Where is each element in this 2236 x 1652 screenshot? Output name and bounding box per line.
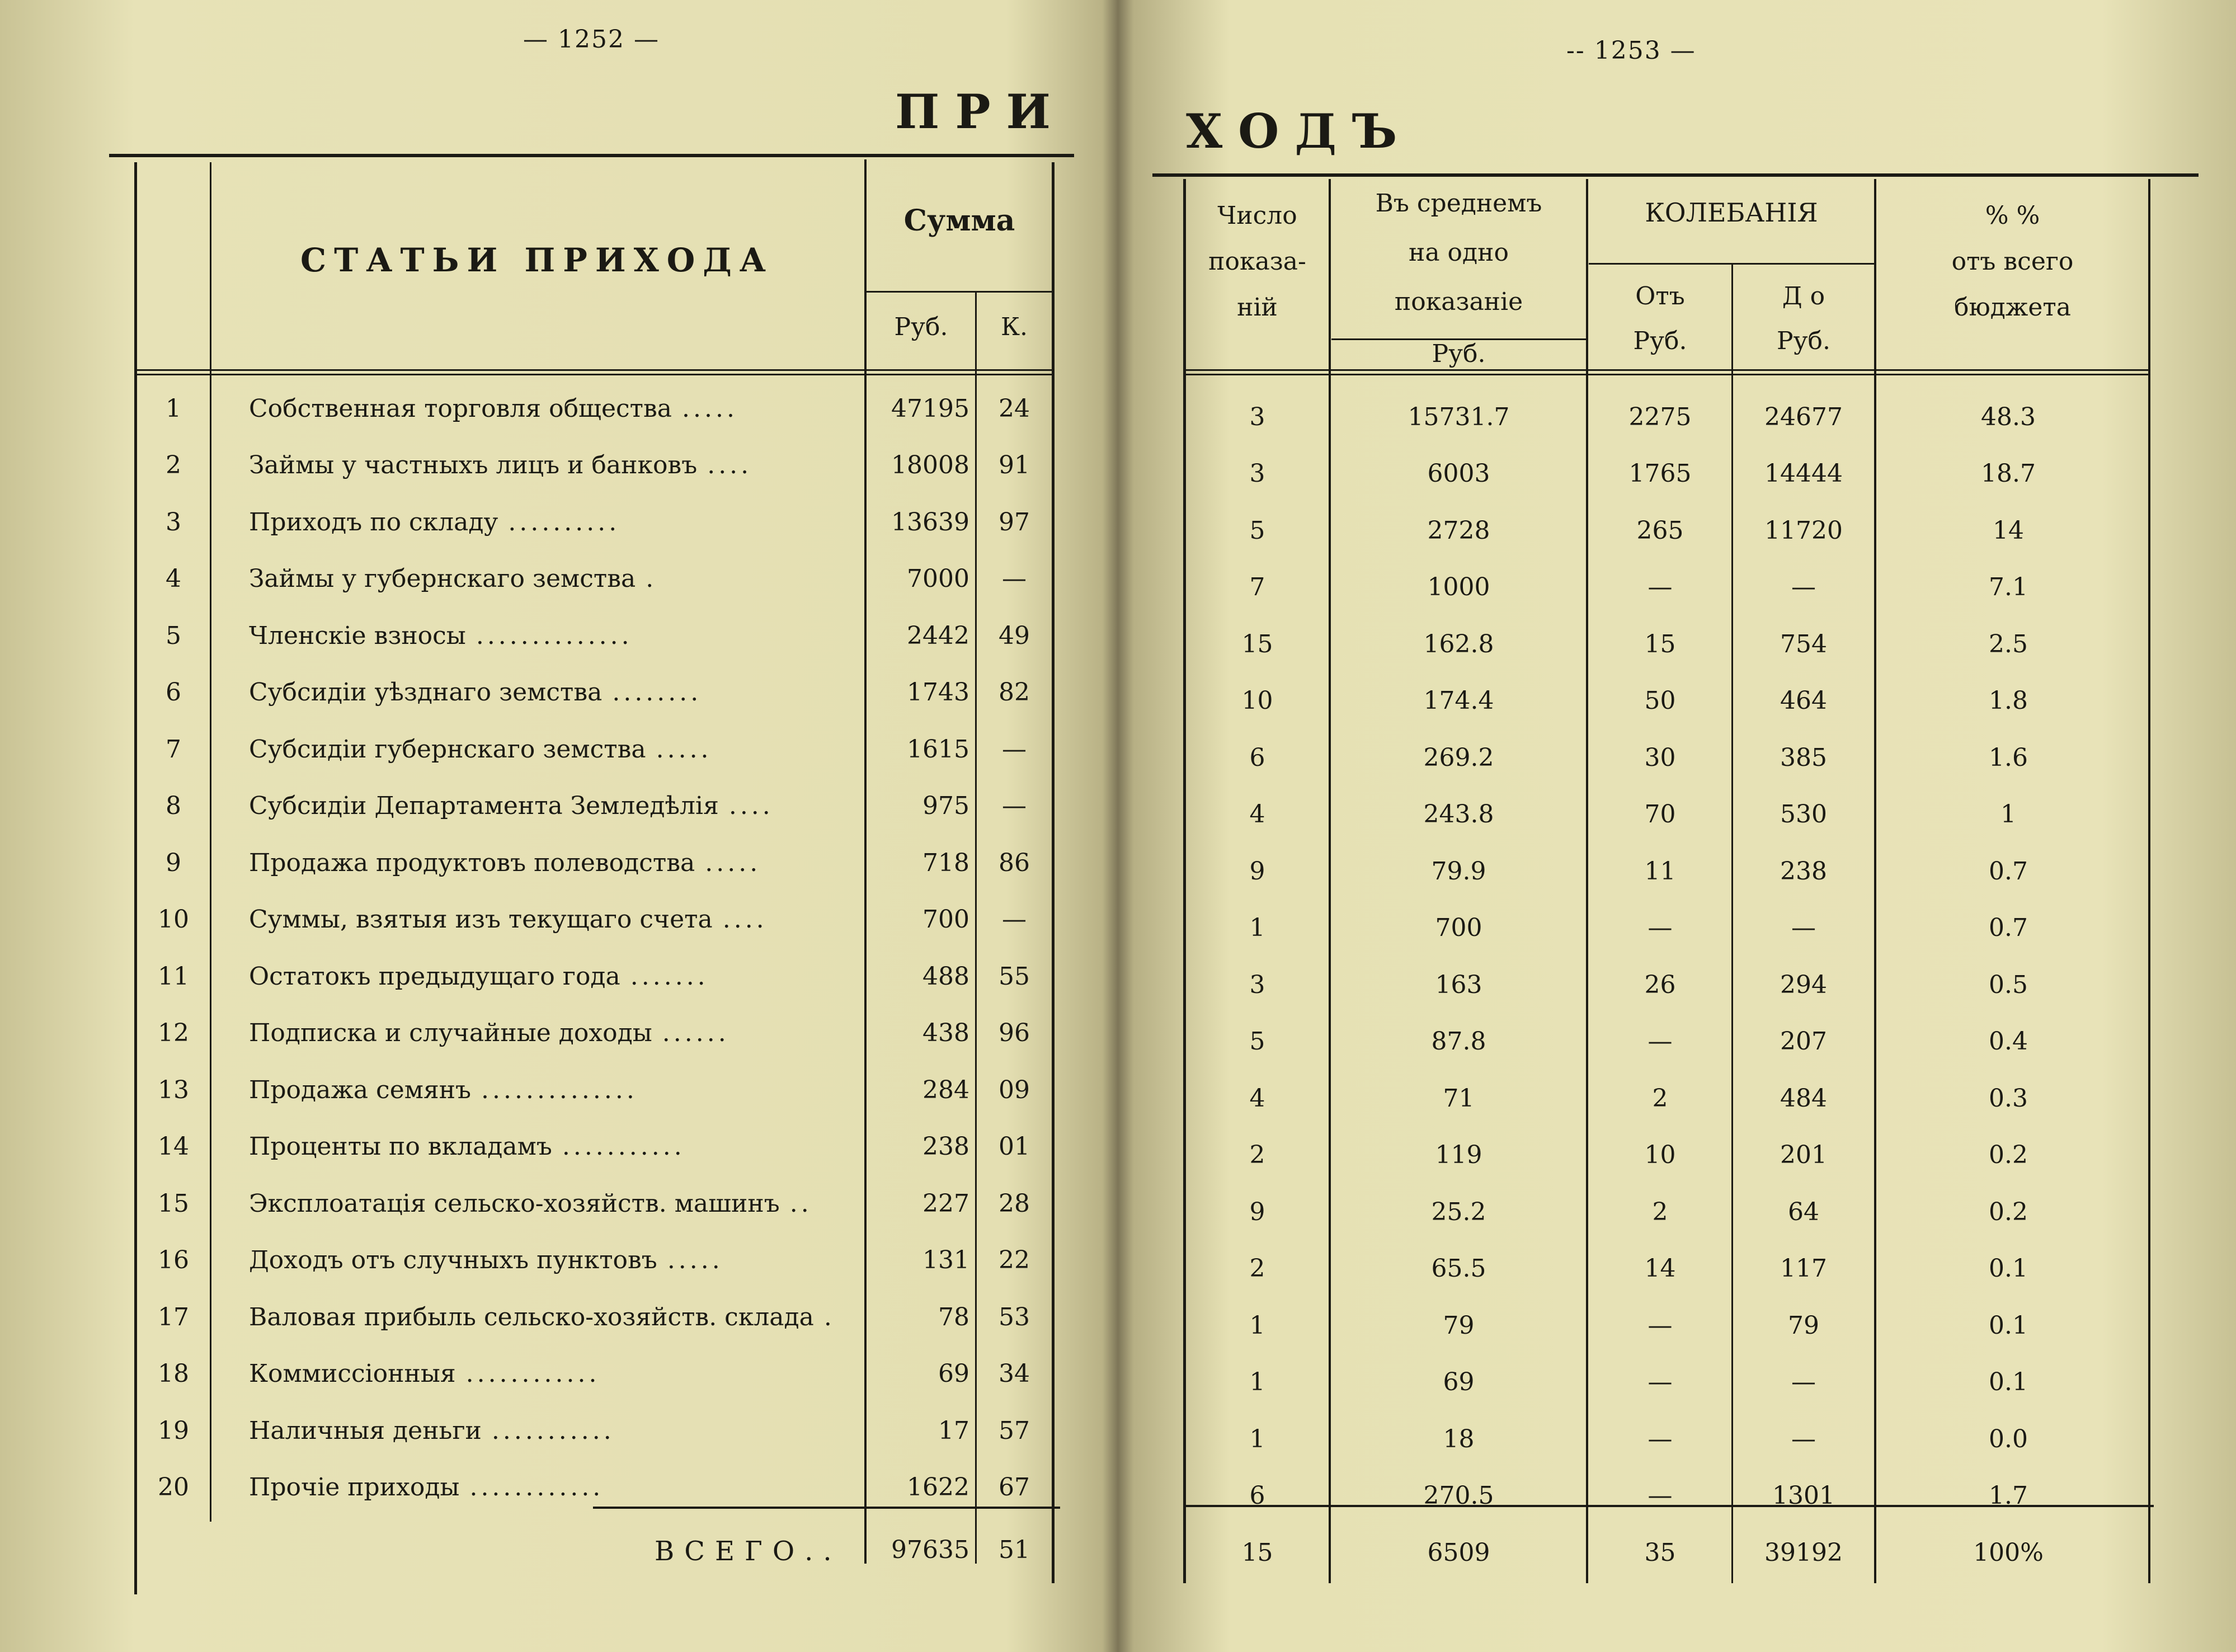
row-kop: — xyxy=(1002,564,1027,593)
row-to: 530 xyxy=(1780,800,1827,829)
row-count: 1 xyxy=(1249,914,1265,942)
row-kop: 24 xyxy=(999,394,1030,423)
left-page xyxy=(0,0,1113,1652)
row-from: 26 xyxy=(1644,970,1676,999)
row-label xyxy=(249,386,862,431)
right-vrule-count xyxy=(1329,179,1331,1583)
row-kop: 57 xyxy=(999,1416,1030,1445)
row-avg: 162.8 xyxy=(1423,629,1494,658)
row-label xyxy=(249,500,862,544)
row-pct: 0.5 xyxy=(1989,970,2028,999)
row-rub: 17 xyxy=(938,1416,969,1445)
row-from: 30 xyxy=(1644,743,1676,772)
row-count: 2 xyxy=(1249,1254,1265,1283)
row-to: 117 xyxy=(1780,1254,1827,1283)
row-label xyxy=(249,1011,862,1056)
row-leader-dots: ........... xyxy=(562,1132,685,1161)
left-page-number: — 1252 — xyxy=(523,25,660,54)
avg-header-line3: показаніе xyxy=(1394,288,1523,316)
row-from: 15 xyxy=(1644,629,1676,658)
row-pct: 0.4 xyxy=(1989,1027,2028,1056)
row-leader-dots: . xyxy=(646,564,657,593)
to-header-line1: Д о xyxy=(1782,282,1825,310)
total-kop: 51 xyxy=(999,1535,1030,1564)
row-leader-dots: ..... xyxy=(667,1246,723,1274)
row-number: 7 xyxy=(166,735,181,764)
row-number: 15 xyxy=(158,1189,189,1218)
row-leader-dots: .... xyxy=(722,905,768,934)
row-to: 207 xyxy=(1780,1027,1827,1056)
row-label-text: Продажа семянъ xyxy=(249,1075,472,1104)
row-number: 20 xyxy=(158,1473,189,1502)
row-kop: 86 xyxy=(999,848,1030,877)
row-leader-dots: ............ xyxy=(469,1473,604,1502)
row-count: 9 xyxy=(1249,856,1265,886)
row-to: 11720 xyxy=(1764,516,1843,545)
row-label-text: Валовая прибыль сельско-хозяйств. склада xyxy=(249,1302,814,1331)
row-label-text: Эксплоатація сельско-хозяйств. машинъ xyxy=(249,1189,780,1218)
row-label xyxy=(249,1181,862,1226)
row-kop: 55 xyxy=(999,962,1030,991)
row-pct: 1 xyxy=(2000,800,2016,829)
row-number: 13 xyxy=(158,1075,189,1104)
total-label: ВСЕГО.. xyxy=(655,1536,842,1567)
avg-header xyxy=(1331,179,1586,327)
row-rub: 1743 xyxy=(907,678,969,707)
row-kop: 22 xyxy=(999,1246,1030,1274)
row-rub: 13639 xyxy=(891,507,969,536)
row-rub: 975 xyxy=(922,792,969,820)
avg-header-line1: Въ среднемъ xyxy=(1375,189,1542,218)
row-kop: — xyxy=(1002,905,1027,934)
row-count: 15 xyxy=(1241,629,1273,658)
row-avg: 163 xyxy=(1435,970,1482,999)
row-to: 24677 xyxy=(1764,402,1843,431)
sum-header: Сумма xyxy=(903,204,1015,238)
row-label xyxy=(249,840,862,885)
items-header: СТАТЬИ ПРИХОДА xyxy=(300,241,774,279)
row-avg: 2728 xyxy=(1427,516,1490,545)
row-to: 14444 xyxy=(1764,459,1843,488)
row-avg: 700 xyxy=(1435,914,1482,942)
row-leader-dots: .. xyxy=(789,1189,812,1218)
row-number: 18 xyxy=(158,1359,189,1388)
row-label-text: Займы у частныхъ лицъ и банковъ xyxy=(249,451,698,479)
row-label xyxy=(249,954,862,999)
row-to: 1301 xyxy=(1772,1481,1835,1510)
row-label xyxy=(249,613,862,658)
from-header-line1: Отъ xyxy=(1635,282,1685,310)
row-pct: 14 xyxy=(1993,516,2024,545)
total-to: 39192 xyxy=(1764,1538,1843,1567)
row-pct: 0.0 xyxy=(1989,1424,2028,1453)
row-label xyxy=(249,1465,862,1510)
row-label-text: Проценты по вкладамъ xyxy=(249,1132,552,1161)
row-to: 201 xyxy=(1780,1141,1827,1169)
row-label-text: Членскіе взносы xyxy=(249,621,466,650)
to-header xyxy=(1733,274,1874,364)
row-from: — xyxy=(1647,914,1673,942)
row-count: 4 xyxy=(1249,1084,1265,1113)
rub-header: Руб. xyxy=(894,313,948,341)
row-number: 1 xyxy=(166,394,181,423)
from-header-line2: Руб. xyxy=(1633,327,1687,355)
row-count: 6 xyxy=(1249,1481,1265,1510)
row-label-text: Доходъ отъ случныхъ пунктовъ xyxy=(249,1246,657,1274)
row-rub: 7000 xyxy=(907,564,969,593)
row-leader-dots: .............. xyxy=(481,1075,638,1104)
row-rub: 1615 xyxy=(907,735,969,764)
left-header-rule-2 xyxy=(137,374,1055,375)
row-leader-dots: ..... xyxy=(656,735,712,764)
range-header: КОЛЕБАНІЯ xyxy=(1645,197,1818,228)
row-avg: 71 xyxy=(1443,1084,1475,1113)
row-label-text: Суммы, взятыя изъ текущаго счета xyxy=(249,905,713,934)
row-leader-dots: ........... xyxy=(491,1416,615,1445)
row-to: — xyxy=(1791,914,1816,942)
row-from: — xyxy=(1647,573,1673,601)
row-count: 10 xyxy=(1241,686,1273,715)
row-avg: 15731.7 xyxy=(1407,402,1510,431)
row-number: 3 xyxy=(166,507,181,536)
row-label-text: Субсидіи уѣзднаго земства xyxy=(249,678,602,707)
row-label-text: Прочіе приходы xyxy=(249,1473,460,1502)
row-count: 3 xyxy=(1249,970,1265,999)
row-kop: 91 xyxy=(999,451,1030,479)
left-vrule-rub xyxy=(864,159,867,1564)
row-kop: 53 xyxy=(999,1302,1030,1331)
row-label-text: Коммиссіонныя xyxy=(249,1359,456,1388)
row-pct: 2.5 xyxy=(1989,629,2028,658)
row-to: — xyxy=(1791,1424,1816,1453)
row-kop: 01 xyxy=(999,1132,1030,1161)
row-leader-dots: .............. xyxy=(476,621,633,650)
row-leader-dots: . xyxy=(823,1302,835,1331)
row-kop: 09 xyxy=(999,1075,1030,1104)
row-pct: 0.7 xyxy=(1989,856,2028,886)
row-count: 4 xyxy=(1249,800,1265,829)
row-kop: 34 xyxy=(999,1359,1030,1388)
row-label xyxy=(249,1352,862,1396)
row-label-text: Остатокъ предыдущаго года xyxy=(249,962,620,991)
row-leader-dots: ..... xyxy=(682,394,738,423)
avg-rub-header: Руб. xyxy=(1432,340,1486,368)
row-leader-dots: ........ xyxy=(612,678,702,707)
row-from: 10 xyxy=(1644,1141,1676,1169)
row-to: 79 xyxy=(1788,1311,1819,1340)
row-label-text: Приходъ по складу xyxy=(249,507,498,536)
row-to: — xyxy=(1791,573,1816,601)
row-label xyxy=(249,1124,862,1169)
row-number: 19 xyxy=(158,1416,189,1445)
row-count: 7 xyxy=(1249,573,1265,601)
total-from: 35 xyxy=(1644,1538,1676,1567)
right-page xyxy=(1124,0,2236,1652)
row-kop: 82 xyxy=(999,678,1030,707)
row-rub: 131 xyxy=(922,1246,969,1274)
row-label-text: Подписка и случайные доходы xyxy=(249,1019,652,1047)
row-kop: 49 xyxy=(999,621,1030,650)
row-from: 50 xyxy=(1644,686,1676,715)
pct-header-line1: % % xyxy=(1985,201,2040,230)
pct-header-line2: отъ всего xyxy=(1951,247,2074,276)
row-label xyxy=(249,1067,862,1112)
row-rub: 78 xyxy=(938,1302,969,1331)
row-label xyxy=(249,1238,862,1283)
kop-header: К. xyxy=(1000,313,1028,341)
row-from: — xyxy=(1647,1424,1673,1453)
row-rub: 438 xyxy=(922,1019,969,1047)
row-label-text: Продажа продуктовъ полеводства xyxy=(249,848,695,877)
row-leader-dots: ............ xyxy=(465,1359,600,1388)
row-rub: 238 xyxy=(922,1132,969,1161)
row-label xyxy=(249,727,862,771)
row-number: 10 xyxy=(158,905,189,934)
row-to: 464 xyxy=(1780,686,1827,715)
row-to: 754 xyxy=(1780,629,1827,658)
row-count: 6 xyxy=(1249,743,1265,772)
row-pct: 0.1 xyxy=(1989,1254,2028,1283)
row-count: 1 xyxy=(1249,1424,1265,1453)
row-to: 64 xyxy=(1788,1197,1819,1226)
row-leader-dots: ..... xyxy=(705,848,761,877)
count-header-line1: Число xyxy=(1217,201,1297,230)
row-from: — xyxy=(1647,1368,1673,1396)
row-pct: 7.1 xyxy=(1989,573,2028,601)
row-count: 3 xyxy=(1249,459,1265,488)
row-avg: 79 xyxy=(1443,1311,1475,1340)
row-from: 11 xyxy=(1644,856,1676,886)
row-kop: 97 xyxy=(999,507,1030,536)
row-pct: 1.8 xyxy=(1989,686,2028,715)
row-avg: 18 xyxy=(1443,1424,1475,1453)
row-from: — xyxy=(1647,1481,1673,1510)
row-rub: 488 xyxy=(922,962,969,991)
row-rub: 18008 xyxy=(891,451,969,479)
total-rub: 97635 xyxy=(891,1535,969,1564)
row-leader-dots: ...... xyxy=(662,1019,729,1047)
row-pct: 48.3 xyxy=(1981,402,2036,431)
row-rub: 47195 xyxy=(891,394,969,423)
row-pct: 0.2 xyxy=(1989,1141,2028,1169)
total-pct: 100% xyxy=(1973,1538,2044,1567)
row-leader-dots: ....... xyxy=(630,962,709,991)
right-vrule-right xyxy=(2148,179,2150,1583)
row-to: 238 xyxy=(1780,856,1827,886)
row-number: 6 xyxy=(166,678,181,707)
pct-header xyxy=(1877,193,2148,331)
row-from: 14 xyxy=(1644,1254,1676,1283)
row-avg: 6003 xyxy=(1427,459,1490,488)
row-avg: 65.5 xyxy=(1431,1254,1486,1283)
left-vrule-num xyxy=(210,162,211,1522)
count-header-line3: ній xyxy=(1237,293,1278,322)
row-label xyxy=(249,1408,862,1453)
row-avg: 79.9 xyxy=(1431,856,1486,886)
row-label-text: Займы у губернскаго земства xyxy=(249,564,636,593)
row-kop: — xyxy=(1002,735,1027,764)
row-avg: 25.2 xyxy=(1431,1197,1486,1226)
row-from: 70 xyxy=(1644,800,1676,829)
row-rub: 700 xyxy=(922,905,969,934)
row-label-text: Субсидіи Департамента Земледѣлія xyxy=(249,792,719,820)
row-label xyxy=(249,557,862,601)
left-sum-subrule xyxy=(864,291,1055,293)
left-page-title: ПРИ xyxy=(895,84,1066,139)
row-avg: 119 xyxy=(1435,1141,1482,1169)
row-kop: 96 xyxy=(999,1019,1030,1047)
row-avg: 174.4 xyxy=(1423,686,1494,715)
row-number: 14 xyxy=(158,1132,189,1161)
count-header xyxy=(1186,193,1329,331)
row-number: 2 xyxy=(166,451,181,479)
row-count: 1 xyxy=(1249,1311,1265,1340)
row-pct: 1.6 xyxy=(1989,743,2028,772)
row-count: 9 xyxy=(1249,1197,1265,1226)
row-to: — xyxy=(1791,1368,1816,1396)
row-rub: 69 xyxy=(938,1359,969,1388)
row-rub: 1622 xyxy=(907,1473,969,1502)
row-avg: 87.8 xyxy=(1431,1027,1486,1056)
row-from: 265 xyxy=(1636,516,1684,545)
row-label-text: Собственная торговля общества xyxy=(249,394,672,423)
row-label xyxy=(249,897,862,942)
pct-header-line3: бюджета xyxy=(1954,293,2071,322)
row-label-text: Наличныя деньги xyxy=(249,1416,482,1445)
right-page-title: ХОДЪ xyxy=(1186,103,1413,159)
count-header-line2: показа- xyxy=(1208,247,1306,276)
row-count: 1 xyxy=(1249,1368,1265,1396)
row-label xyxy=(249,784,862,829)
from-header xyxy=(1589,274,1731,364)
row-pct: 1.7 xyxy=(1989,1481,2028,1510)
row-avg: 69 xyxy=(1443,1368,1475,1396)
row-from: 1765 xyxy=(1628,459,1692,488)
row-pct: 0.3 xyxy=(1989,1084,2028,1113)
row-number: 8 xyxy=(166,792,181,820)
row-number: 4 xyxy=(166,564,181,593)
row-rub: 227 xyxy=(922,1189,969,1218)
right-header-rule-1 xyxy=(1183,369,2148,371)
row-pct: 0.2 xyxy=(1989,1197,2028,1226)
left-top-rule xyxy=(109,154,1074,157)
row-number: 12 xyxy=(158,1019,189,1047)
row-kop: 28 xyxy=(999,1189,1030,1218)
row-count: 3 xyxy=(1249,402,1265,431)
row-count: 2 xyxy=(1249,1141,1265,1169)
left-vrule-right xyxy=(1052,162,1055,1583)
right-top-rule xyxy=(1152,173,2199,177)
row-rub: 2442 xyxy=(907,621,969,650)
total-avg: 6509 xyxy=(1427,1538,1490,1567)
row-to: 484 xyxy=(1780,1084,1827,1113)
row-label xyxy=(249,443,862,488)
avg-header-line2: на одно xyxy=(1409,238,1509,267)
row-count: 5 xyxy=(1249,1027,1265,1056)
row-number: 11 xyxy=(158,962,189,991)
row-from: 2 xyxy=(1652,1084,1668,1113)
row-pct: 18.7 xyxy=(1981,459,2036,488)
row-leader-dots: .... xyxy=(728,792,774,820)
row-leader-dots: .... xyxy=(707,451,752,479)
row-number: 16 xyxy=(158,1246,189,1274)
row-number: 9 xyxy=(166,848,181,877)
row-pct: 0.1 xyxy=(1989,1311,2028,1340)
row-from: — xyxy=(1647,1027,1673,1056)
row-from: 2275 xyxy=(1628,402,1692,431)
to-header-line2: Руб. xyxy=(1777,327,1830,355)
row-pct: 0.1 xyxy=(1989,1368,2028,1396)
row-avg: 270.5 xyxy=(1423,1481,1494,1510)
row-avg: 243.8 xyxy=(1423,800,1494,829)
row-from: 2 xyxy=(1652,1197,1668,1226)
right-page-number: -- 1253 — xyxy=(1566,36,1696,65)
row-pct: 0.7 xyxy=(1989,914,2028,942)
row-rub: 284 xyxy=(922,1075,969,1104)
right-vrule-avg xyxy=(1586,179,1588,1583)
row-avg: 269.2 xyxy=(1423,743,1494,772)
row-number: 5 xyxy=(166,621,181,650)
row-leader-dots: .......... xyxy=(508,507,620,536)
row-label-text: Субсидіи губернскаго земства xyxy=(249,735,646,764)
row-count: 5 xyxy=(1249,516,1265,545)
row-to: 385 xyxy=(1780,743,1827,772)
row-label xyxy=(249,670,862,715)
row-to: 294 xyxy=(1780,970,1827,999)
row-rub: 718 xyxy=(922,848,969,877)
row-number: 17 xyxy=(158,1302,189,1331)
total-count: 15 xyxy=(1241,1538,1273,1567)
row-label xyxy=(249,1295,862,1339)
row-kop: — xyxy=(1002,792,1027,820)
right-header-rule-2 xyxy=(1183,374,2148,375)
right-vrule-to xyxy=(1874,179,1876,1583)
left-header-rule-1 xyxy=(137,369,1055,371)
row-kop: 67 xyxy=(999,1473,1030,1502)
row-from: — xyxy=(1647,1311,1673,1340)
row-avg: 1000 xyxy=(1427,573,1490,601)
